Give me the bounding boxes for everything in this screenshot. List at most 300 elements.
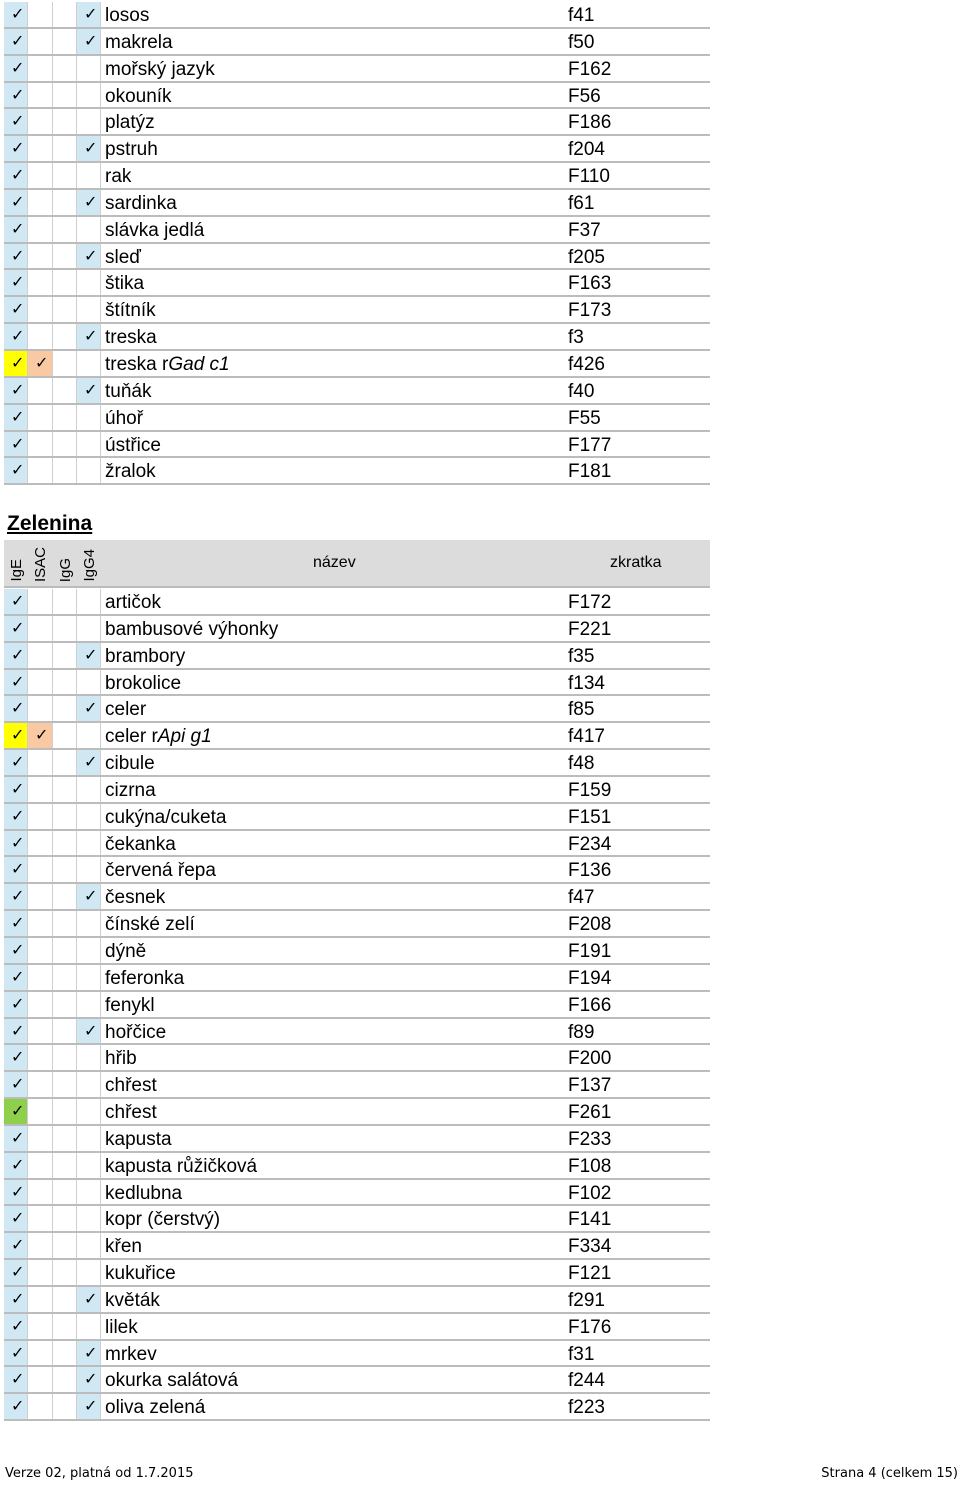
allergen-code: F261: [568, 1102, 612, 1124]
isac-cell: [28, 589, 53, 614]
isac-cell: [28, 616, 53, 641]
igg4-cell: [77, 1233, 101, 1258]
igg4-cell: [77, 56, 101, 81]
ige-cell: [4, 217, 28, 242]
isac-cell: [28, 857, 53, 882]
igg-cell: [53, 1394, 77, 1419]
ige-cell: [4, 750, 28, 775]
check-icon: ✓: [11, 1020, 25, 1040]
ige-cell: [4, 1314, 28, 1339]
igg-cell: [53, 1233, 77, 1258]
igg-cell: [53, 1072, 77, 1097]
allergen-name: losos: [105, 5, 150, 26]
check-icon: ✓: [11, 1101, 25, 1121]
fish-table: [4, 2, 710, 485]
igg-cell: [53, 1367, 77, 1392]
allergen-code: f134: [568, 672, 605, 694]
allergen-code: F121: [568, 1263, 612, 1285]
check-icon: ✓: [11, 1369, 25, 1389]
check-icon: ✓: [11, 671, 25, 691]
check-icon: ✓: [11, 832, 25, 852]
table-row: [4, 804, 710, 831]
igg-cell: [53, 136, 77, 161]
igg4-cell: [77, 244, 101, 269]
check-icon: ✓: [11, 1315, 25, 1335]
table-row: [4, 992, 710, 1019]
igg4-cell: [77, 1153, 101, 1178]
table-row: [4, 83, 710, 110]
ige-cell: [4, 696, 28, 721]
igg-cell: [53, 643, 77, 668]
check-icon: ✓: [11, 913, 25, 933]
igg4-cell: [77, 1019, 101, 1044]
table-row: [4, 1072, 710, 1099]
ige-cell: [4, 804, 28, 829]
igg4-cell: [77, 1180, 101, 1205]
check-icon: ✓: [11, 352, 25, 372]
ige-cell: [4, 1233, 28, 1258]
table-row: [4, 1260, 710, 1287]
check-icon: ✓: [84, 752, 98, 772]
allergen-name: kopr (čerstvý): [105, 1209, 221, 1231]
allergen-code: F137: [568, 1075, 612, 1097]
check-icon: ✓: [11, 111, 25, 131]
check-icon: ✓: [11, 886, 25, 906]
allergen-name: bambusové výhonky: [105, 618, 279, 640]
allergen-code: F151: [568, 806, 612, 828]
vegetable-table: [4, 589, 710, 1421]
igg4-cell: [77, 670, 101, 695]
table-row: [4, 965, 710, 992]
check-icon: ✓: [84, 1288, 98, 1308]
allergen-name: celer: [105, 699, 147, 721]
footer-version: Verze 02, platná od 1.7.2015: [5, 1466, 194, 1481]
igg4-cell: [77, 109, 101, 134]
allergen-code: f41: [568, 5, 595, 26]
igg4-cell: [77, 643, 101, 668]
table-row: [4, 109, 710, 136]
allergen-code: F191: [568, 940, 612, 962]
table-row: [4, 1341, 710, 1368]
ige-cell: [4, 938, 28, 963]
table-row: [4, 2, 710, 29]
header-igg4: IgG4: [81, 549, 98, 582]
allergen-name: čínské zelí: [105, 914, 195, 936]
allergen-code: F136: [568, 860, 612, 882]
ige-cell: [4, 109, 28, 134]
isac-cell: [28, 777, 53, 802]
check-icon: ✓: [11, 245, 25, 265]
igg4-cell: [77, 1314, 101, 1339]
allergen-name: ústřice: [105, 434, 161, 456]
table-row: [4, 1233, 710, 1260]
allergen-code: F334: [568, 1236, 612, 1258]
igg-cell: [53, 777, 77, 802]
check-icon: ✓: [11, 326, 25, 346]
allergen-name: treska rGad c1: [105, 353, 230, 375]
table-row: [4, 432, 710, 459]
check-icon: ✓: [35, 725, 49, 745]
allergen-code: F208: [568, 914, 612, 936]
isac-cell: [28, 1206, 53, 1231]
ige-cell: [4, 83, 28, 108]
igg4-cell: [77, 217, 101, 242]
table-row: [4, 56, 710, 83]
allergen-code: F159: [568, 779, 612, 801]
igg-cell: [53, 1206, 77, 1231]
isac-cell: [28, 1367, 53, 1392]
isac-cell: [28, 1287, 53, 1312]
allergen-name: pstruh: [105, 139, 158, 161]
isac-cell: [28, 804, 53, 829]
igg-cell: [53, 911, 77, 936]
igg-cell: [53, 29, 77, 54]
allergen-code: F108: [568, 1155, 612, 1177]
header-igg: IgG: [57, 557, 74, 582]
igg4-cell: [77, 1394, 101, 1419]
isac-cell: [28, 992, 53, 1017]
igg-cell: [53, 190, 77, 215]
isac-cell: [28, 217, 53, 242]
isac-cell: [28, 458, 53, 483]
check-icon: ✓: [11, 1235, 25, 1255]
igg4-cell: [77, 1260, 101, 1285]
igg4-cell: [77, 857, 101, 882]
allergen-name: rak: [105, 166, 132, 188]
table-row: [4, 670, 710, 697]
allergen-code: F110: [568, 166, 610, 188]
isac-cell: [28, 1153, 53, 1178]
igg4-cell: [77, 1206, 101, 1231]
igg-cell: [53, 804, 77, 829]
check-icon: ✓: [11, 379, 25, 399]
ige-cell: [4, 1126, 28, 1151]
igg-cell: [53, 1153, 77, 1178]
allergen-code: f205: [568, 246, 605, 268]
igg4-cell: [77, 723, 101, 748]
igg-cell: [53, 83, 77, 108]
igg-cell: [53, 432, 77, 457]
table-row: [4, 458, 710, 485]
table-row: [4, 378, 710, 405]
allergen-name: treska: [105, 327, 157, 349]
table-row: [4, 1206, 710, 1233]
allergen-name: cizrna: [105, 779, 156, 801]
ige-cell: [4, 643, 28, 668]
ige-cell: [4, 911, 28, 936]
igg-cell: [53, 458, 77, 483]
igg-cell: [53, 992, 77, 1017]
allergen-code: f35: [568, 645, 595, 667]
check-icon: ✓: [84, 30, 98, 50]
allergen-name: štítník: [105, 300, 156, 322]
isac-cell: [28, 1045, 53, 1070]
isac-cell: [28, 1019, 53, 1044]
table-row: [4, 405, 710, 432]
check-icon: ✓: [11, 778, 25, 798]
allergen-name: okurka salátová: [105, 1370, 239, 1392]
isac-cell: [28, 56, 53, 81]
check-icon: ✓: [35, 352, 49, 372]
isac-cell: [28, 2, 53, 27]
isac-cell: [28, 163, 53, 188]
table-row: [4, 1180, 710, 1207]
allergen-code: F56: [568, 85, 601, 107]
check-icon: ✓: [11, 859, 25, 879]
ige-cell: [4, 1180, 28, 1205]
igg-cell: [53, 723, 77, 748]
igg-cell: [53, 1314, 77, 1339]
igg-cell: [53, 2, 77, 27]
isac-cell: [28, 670, 53, 695]
allergen-name: chřest: [105, 1102, 157, 1124]
isac-cell: [28, 643, 53, 668]
check-icon: ✓: [11, 1047, 25, 1067]
check-icon: ✓: [84, 326, 98, 346]
ige-cell: [4, 324, 28, 349]
isac-cell: [28, 831, 53, 856]
table-row: [4, 831, 710, 858]
isac-cell: [28, 1314, 53, 1339]
isac-cell: [28, 1233, 53, 1258]
igg4-cell: [77, 804, 101, 829]
table-row: [4, 1287, 710, 1314]
allergen-name: platýz: [105, 112, 155, 134]
check-icon: ✓: [11, 299, 25, 319]
check-icon: ✓: [11, 1396, 25, 1416]
igg-cell: [53, 163, 77, 188]
table-header: [4, 540, 710, 588]
igg-cell: [53, 378, 77, 403]
isac-cell: [28, 1260, 53, 1285]
allergen-name: cibule: [105, 753, 155, 775]
allergen-code: f31: [568, 1343, 595, 1365]
igg-cell: [53, 965, 77, 990]
check-icon: ✓: [11, 591, 25, 610]
table-row: [4, 1367, 710, 1394]
check-icon: ✓: [84, 245, 98, 265]
check-icon: ✓: [11, 805, 25, 825]
isac-cell: [28, 938, 53, 963]
allergen-code: F162: [568, 58, 612, 80]
allergen-name: kapusta: [105, 1128, 172, 1150]
allergen-name: kapusta růžičková: [105, 1155, 258, 1177]
isac-cell: [28, 324, 53, 349]
igg-cell: [53, 1019, 77, 1044]
igg-cell: [53, 1287, 77, 1312]
allergen-name: artičok: [105, 592, 161, 613]
igg4-cell: [77, 616, 101, 641]
ige-cell: [4, 270, 28, 295]
igg4-cell: [77, 777, 101, 802]
ige-cell: [4, 831, 28, 856]
allergen-code: F166: [568, 994, 612, 1016]
check-icon: ✓: [11, 272, 25, 292]
allergen-code: f291: [568, 1289, 605, 1311]
igg-cell: [53, 938, 77, 963]
isac-cell: [28, 965, 53, 990]
ige-cell: [4, 884, 28, 909]
allergen-name: česnek: [105, 887, 166, 909]
header-ige: IgE: [8, 559, 25, 582]
table-row: [4, 723, 710, 750]
allergen-name: sleď: [105, 246, 141, 268]
ige-cell: [4, 458, 28, 483]
igg-cell: [53, 1341, 77, 1366]
allergen-code: f48: [568, 753, 595, 775]
check-icon: ✓: [11, 165, 25, 185]
check-icon: ✓: [84, 1369, 98, 1389]
allergen-name: brokolice: [105, 672, 182, 694]
allergen-name: oliva zelená: [105, 1397, 206, 1419]
isac-cell: [28, 83, 53, 108]
igg-cell: [53, 857, 77, 882]
ige-cell: [4, 1099, 28, 1124]
isac-cell: [28, 136, 53, 161]
isac-cell: [28, 378, 53, 403]
allergen-name: chřest: [105, 1075, 157, 1097]
table-row: [4, 643, 710, 670]
allergen-name: žralok: [105, 461, 156, 483]
check-icon: ✓: [84, 191, 98, 211]
allergen-code: F200: [568, 1048, 612, 1070]
ige-cell: [4, 1260, 28, 1285]
igg-cell: [53, 616, 77, 641]
allergen-code: F163: [568, 273, 612, 295]
ige-cell: [4, 297, 28, 322]
ige-cell: [4, 1367, 28, 1392]
isac-cell: [28, 1180, 53, 1205]
check-icon: ✓: [84, 1396, 98, 1416]
ige-cell: [4, 1153, 28, 1178]
isac-cell: [28, 270, 53, 295]
isac-cell: [28, 405, 53, 430]
allergen-code: f89: [568, 1021, 595, 1043]
allergen-name: křen: [105, 1236, 142, 1258]
igg4-cell: [77, 297, 101, 322]
igg4-cell: [77, 136, 101, 161]
igg4-cell: [77, 696, 101, 721]
allergen-name: květák: [105, 1289, 160, 1311]
check-icon: ✓: [84, 698, 98, 718]
allergen-name: hřib: [105, 1048, 137, 1070]
igg-cell: [53, 1045, 77, 1070]
igg4-cell: [77, 324, 101, 349]
check-icon: ✓: [11, 1262, 25, 1282]
allergen-name: dýně: [105, 940, 147, 962]
isac-cell: [28, 190, 53, 215]
igg-cell: [53, 109, 77, 134]
footer-page: Strana 4 (celkem 15): [821, 1466, 958, 1481]
table-row: [4, 938, 710, 965]
allergen-code: F186: [568, 112, 612, 134]
igg4-cell: [77, 992, 101, 1017]
allergen-code: F55: [568, 407, 601, 429]
igg-cell: [53, 405, 77, 430]
table-row: [4, 1099, 710, 1126]
table-row: [4, 136, 710, 163]
check-icon: ✓: [11, 644, 25, 664]
allergen-code: F194: [568, 967, 612, 989]
table-row: [4, 1045, 710, 1072]
ige-cell: [4, 777, 28, 802]
table-row: [4, 297, 710, 324]
ige-cell: [4, 670, 28, 695]
check-icon: ✓: [11, 460, 25, 480]
table-row: [4, 1019, 710, 1046]
igg4-cell: [77, 29, 101, 54]
table-row: [4, 750, 710, 777]
table-row: [4, 589, 710, 616]
allergen-code: F173: [568, 300, 612, 322]
table-row: [4, 1314, 710, 1341]
allergen-code: F221: [568, 618, 612, 640]
table-row: [4, 324, 710, 351]
allergen-code: F176: [568, 1316, 612, 1338]
check-icon: ✓: [11, 138, 25, 158]
igg-cell: [53, 670, 77, 695]
allergen-code: f426: [568, 353, 605, 375]
igg4-cell: [77, 750, 101, 775]
table-row: [4, 1126, 710, 1153]
allergen-code: f223: [568, 1397, 605, 1419]
check-icon: ✓: [11, 218, 25, 238]
isac-cell: [28, 29, 53, 54]
check-icon: ✓: [11, 993, 25, 1013]
allergen-name: tuňák: [105, 380, 152, 402]
check-icon: ✓: [11, 939, 25, 959]
check-icon: ✓: [11, 4, 25, 23]
igg-cell: [53, 831, 77, 856]
check-icon: ✓: [84, 644, 98, 664]
allergen-code: F102: [568, 1182, 612, 1204]
igg4-cell: [77, 458, 101, 483]
ige-cell: [4, 616, 28, 641]
check-icon: ✓: [11, 191, 25, 211]
ige-cell: [4, 1206, 28, 1231]
igg4-cell: [77, 270, 101, 295]
table-row: [4, 29, 710, 56]
allergen-code: f417: [568, 726, 605, 748]
ige-cell: [4, 1394, 28, 1419]
check-icon: ✓: [11, 1342, 25, 1362]
ige-cell: [4, 405, 28, 430]
igg4-cell: [77, 589, 101, 614]
isac-cell: [28, 884, 53, 909]
allergen-name: lilek: [105, 1316, 138, 1338]
ige-cell: [4, 136, 28, 161]
isac-cell: [28, 244, 53, 269]
allergen-name: celer rApi g1: [105, 726, 212, 748]
table-row: [4, 1153, 710, 1180]
table-row: [4, 777, 710, 804]
ige-cell: [4, 1045, 28, 1070]
igg4-cell: [77, 965, 101, 990]
igg4-cell: [77, 884, 101, 909]
check-icon: ✓: [11, 1181, 25, 1201]
allergen-code: F234: [568, 833, 612, 855]
ige-cell: [4, 965, 28, 990]
table-row: [4, 911, 710, 938]
check-icon: ✓: [11, 1154, 25, 1174]
igg-cell: [53, 56, 77, 81]
isac-cell: [28, 432, 53, 457]
check-icon: ✓: [11, 1127, 25, 1147]
isac-cell: [28, 1341, 53, 1366]
igg4-cell: [77, 1126, 101, 1151]
allergen-code: F172: [568, 592, 612, 613]
check-icon: ✓: [11, 30, 25, 50]
